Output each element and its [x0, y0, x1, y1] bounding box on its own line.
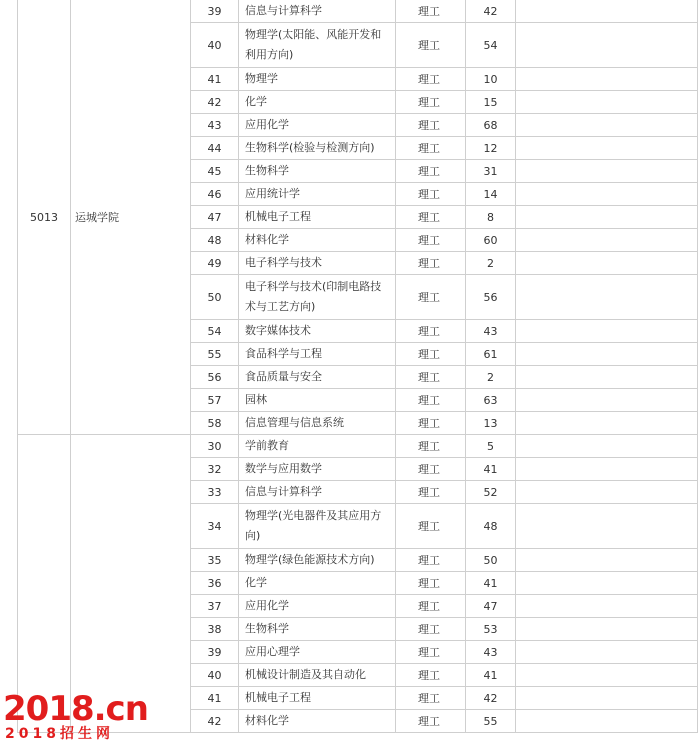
empty-cell: [516, 275, 698, 320]
major-name-cell: 信息管理与信息系统: [239, 412, 396, 435]
category-cell: 理工: [396, 137, 466, 160]
plan-count-cell: 8: [466, 206, 516, 229]
category-cell: 理工: [396, 366, 466, 389]
plan-count-cell: 53: [466, 618, 516, 641]
major-number-cell: 30: [191, 435, 239, 458]
major-number-cell: 33: [191, 481, 239, 504]
major-name-cell: 生物科学: [239, 160, 396, 183]
category-cell: 理工: [396, 641, 466, 664]
empty-cell: [516, 412, 698, 435]
major-number-cell: 57: [191, 389, 239, 412]
major-name-cell: 物理学(绿色能源技术方向): [239, 549, 396, 572]
empty-cell: [516, 320, 698, 343]
plan-count-cell: 42: [466, 687, 516, 710]
table-row: [18, 435, 698, 458]
school-name-cell: 运城学院: [71, 0, 191, 435]
major-name-cell: 机械电子工程: [239, 687, 396, 710]
plan-count-cell: 50: [466, 549, 516, 572]
major-name-cell: 化学: [239, 572, 396, 595]
major-name-cell: 材料化学: [239, 229, 396, 252]
major-name-cell: 材料化学: [239, 710, 396, 733]
major-name-cell: 信息与计算科学: [239, 0, 396, 23]
empty-cell: [516, 458, 698, 481]
major-name-cell: 机械电子工程: [239, 206, 396, 229]
category-cell: 理工: [396, 458, 466, 481]
watermark-sub-text: 2018招生网: [5, 726, 114, 742]
plan-count-cell: 31: [466, 160, 516, 183]
major-number-cell: 44: [191, 137, 239, 160]
major-name-cell: 食品质量与安全: [239, 366, 396, 389]
major-number-cell: 50: [191, 275, 239, 320]
category-cell: 理工: [396, 0, 466, 23]
category-cell: 理工: [396, 229, 466, 252]
category-cell: 理工: [396, 252, 466, 275]
empty-cell: [516, 68, 698, 91]
major-name-cell: 数字媒体技术: [239, 320, 396, 343]
category-cell: 理工: [396, 710, 466, 733]
category-cell: 理工: [396, 183, 466, 206]
empty-cell: [516, 0, 698, 23]
category-cell: 理工: [396, 343, 466, 366]
plan-count-cell: 47: [466, 595, 516, 618]
major-number-cell: 46: [191, 183, 239, 206]
watermark-main-text: 2018.cn: [3, 689, 148, 729]
category-cell: 理工: [396, 572, 466, 595]
major-number-cell: 34: [191, 504, 239, 549]
major-number-cell: 47: [191, 206, 239, 229]
empty-cell: [516, 229, 698, 252]
category-cell: 理工: [396, 91, 466, 114]
plan-count-cell: 54: [466, 23, 516, 68]
category-cell: 理工: [396, 687, 466, 710]
empty-cell: [516, 710, 698, 733]
plan-count-cell: 52: [466, 481, 516, 504]
major-number-cell: 35: [191, 549, 239, 572]
empty-cell: [516, 618, 698, 641]
major-number-cell: 38: [191, 618, 239, 641]
major-number-cell: 41: [191, 68, 239, 91]
site-watermark-logo: [3, 690, 153, 745]
major-name-cell: 物理学: [239, 68, 396, 91]
category-cell: 理工: [396, 595, 466, 618]
category-cell: 理工: [396, 206, 466, 229]
major-number-cell: 41: [191, 687, 239, 710]
plan-count-cell: 5: [466, 435, 516, 458]
major-name-cell: 电子科学与技术: [239, 252, 396, 275]
category-cell: 理工: [396, 68, 466, 91]
category-cell: 理工: [396, 664, 466, 687]
major-name-cell: 应用化学: [239, 114, 396, 137]
major-name-cell: 学前教育: [239, 435, 396, 458]
major-number-cell: 37: [191, 595, 239, 618]
table-row: [18, 0, 698, 23]
school-name-cell: [71, 435, 191, 733]
empty-cell: [516, 435, 698, 458]
category-cell: 理工: [396, 320, 466, 343]
admission-plan-table: [17, 0, 698, 733]
plan-count-cell: 60: [466, 229, 516, 252]
plan-count-cell: 43: [466, 641, 516, 664]
major-number-cell: 32: [191, 458, 239, 481]
plan-count-cell: 42: [466, 0, 516, 23]
plan-count-cell: 10: [466, 68, 516, 91]
plan-count-cell: 63: [466, 389, 516, 412]
empty-cell: [516, 366, 698, 389]
empty-cell: [516, 572, 698, 595]
major-name-cell: 应用化学: [239, 595, 396, 618]
school-code-cell: [18, 435, 71, 733]
empty-cell: [516, 114, 698, 137]
major-name-cell: 生物科学(检验与检测方向): [239, 137, 396, 160]
major-name-cell: 化学: [239, 91, 396, 114]
major-name-cell: 物理学(光电器件及其应用方向): [239, 504, 396, 549]
plan-count-cell: 2: [466, 252, 516, 275]
category-cell: 理工: [396, 160, 466, 183]
major-number-cell: 42: [191, 710, 239, 733]
category-cell: 理工: [396, 412, 466, 435]
major-name-cell: 应用心理学: [239, 641, 396, 664]
empty-cell: [516, 160, 698, 183]
major-number-cell: 36: [191, 572, 239, 595]
major-name-cell: 食品科学与工程: [239, 343, 396, 366]
plan-count-cell: 68: [466, 114, 516, 137]
empty-cell: [516, 687, 698, 710]
plan-count-cell: 56: [466, 275, 516, 320]
category-cell: 理工: [396, 549, 466, 572]
empty-cell: [516, 206, 698, 229]
plan-count-cell: 15: [466, 91, 516, 114]
major-name-cell: 生物科学: [239, 618, 396, 641]
category-cell: 理工: [396, 435, 466, 458]
empty-cell: [516, 664, 698, 687]
major-name-cell: 信息与计算科学: [239, 481, 396, 504]
school-code-cell: 5013: [18, 0, 71, 435]
major-number-cell: 39: [191, 641, 239, 664]
empty-cell: [516, 252, 698, 275]
major-name-cell: 园林: [239, 389, 396, 412]
major-number-cell: 40: [191, 664, 239, 687]
plan-count-cell: 2: [466, 366, 516, 389]
plan-count-cell: 13: [466, 412, 516, 435]
empty-cell: [516, 343, 698, 366]
major-number-cell: 40: [191, 23, 239, 68]
plan-count-cell: 14: [466, 183, 516, 206]
major-number-cell: 56: [191, 366, 239, 389]
empty-cell: [516, 389, 698, 412]
major-number-cell: 58: [191, 412, 239, 435]
empty-cell: [516, 91, 698, 114]
major-name-cell: 电子科学与技术(印制电路技术与工艺方向): [239, 275, 396, 320]
category-cell: 理工: [396, 275, 466, 320]
empty-cell: [516, 481, 698, 504]
plan-count-cell: 55: [466, 710, 516, 733]
plan-count-cell: 41: [466, 458, 516, 481]
category-cell: 理工: [396, 618, 466, 641]
major-name-cell: 数学与应用数学: [239, 458, 396, 481]
category-cell: 理工: [396, 114, 466, 137]
empty-cell: [516, 595, 698, 618]
category-cell: 理工: [396, 481, 466, 504]
major-number-cell: 45: [191, 160, 239, 183]
empty-cell: [516, 641, 698, 664]
empty-cell: [516, 549, 698, 572]
major-number-cell: 43: [191, 114, 239, 137]
category-cell: 理工: [396, 504, 466, 549]
plan-count-cell: 61: [466, 343, 516, 366]
major-number-cell: 39: [191, 0, 239, 23]
empty-cell: [516, 23, 698, 68]
empty-cell: [516, 504, 698, 549]
major-number-cell: 49: [191, 252, 239, 275]
major-number-cell: 54: [191, 320, 239, 343]
plan-count-cell: 41: [466, 664, 516, 687]
empty-cell: [516, 183, 698, 206]
category-cell: 理工: [396, 23, 466, 68]
empty-cell: [516, 137, 698, 160]
major-name-cell: 机械设计制造及其自动化: [239, 664, 396, 687]
major-name-cell: 物理学(太阳能、风能开发和利用方向): [239, 23, 396, 68]
major-name-cell: 应用统计学: [239, 183, 396, 206]
plan-count-cell: 43: [466, 320, 516, 343]
plan-count-cell: 48: [466, 504, 516, 549]
major-number-cell: 48: [191, 229, 239, 252]
plan-count-cell: 41: [466, 572, 516, 595]
major-number-cell: 42: [191, 91, 239, 114]
major-number-cell: 55: [191, 343, 239, 366]
plan-count-cell: 12: [466, 137, 516, 160]
category-cell: 理工: [396, 389, 466, 412]
